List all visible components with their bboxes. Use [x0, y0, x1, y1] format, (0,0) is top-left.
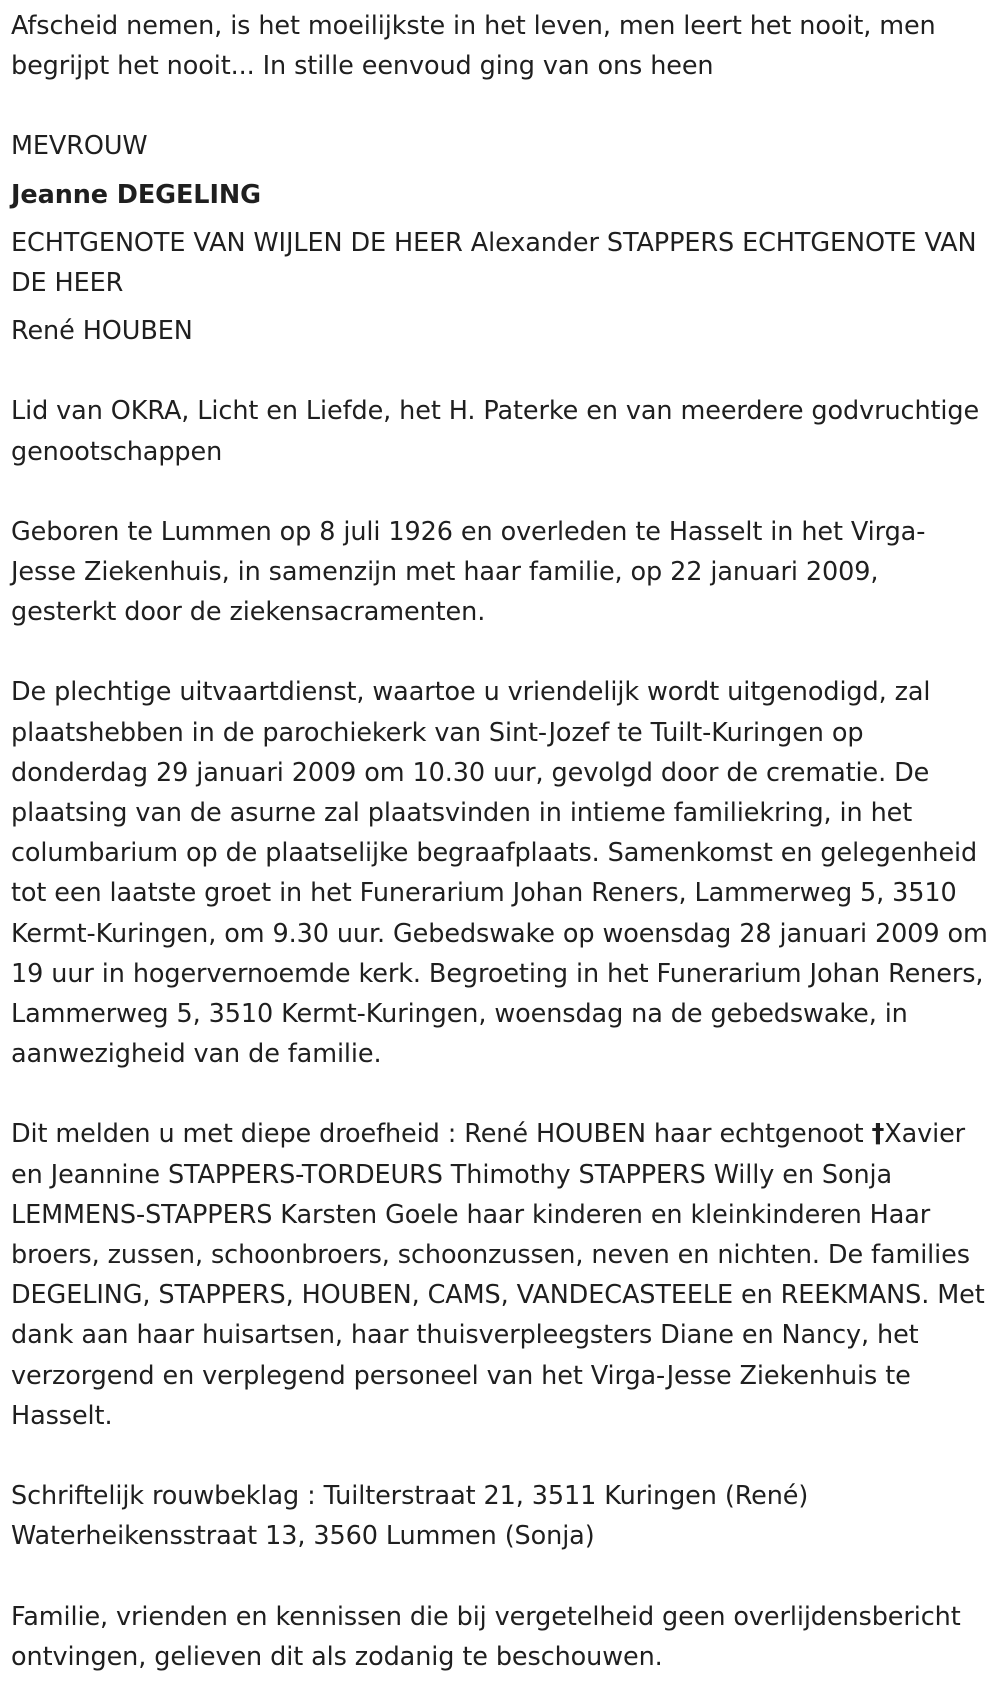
- spacer: [11, 167, 990, 175]
- spacer: [11, 303, 990, 311]
- announcers-text: [11, 1114, 990, 1436]
- spacer: [11, 1557, 990, 1597]
- condolence-address-2: Waterheikensstraat 13, 3560 Lummen (Sonja): [11, 1521, 595, 1552]
- condolence-address-1: Schriftelijk rouwbeklag : Tuilterstraat 21, 3511 Kuringen (René): [11, 1481, 809, 1512]
- spacer: [11, 215, 990, 223]
- spouse-name: René HOUBEN: [11, 316, 193, 347]
- spacer: [11, 472, 990, 512]
- intro-text: Afscheid nemen, is het moeilijkste in het leven, men leert het nooit, men begrijpt het nooit... In stille eenvoud ging van ons heen: [11, 11, 936, 82]
- announcers-rest: Xavier en Jeannine STAPPERS-TORDEURS Thimothy STAPPERS Willy en Sonja LEMMENS-STAPPERS Karsten Goele haar kinderen en kleinkinderen Haar broers, zussen, schoonbroers, schoonzussen, neven en nichten. De families DEGELING, STAPPERS, HOUBEN, CAMS, VANDECASTEELE en REEKMANS. Met dank aan haar huisartsen, haar thuisverpleegsters Diane en Nancy, het verzorgend en verplegend personeel van het Virga-Jesse Ziekenhuis te Hasselt.: [11, 1119, 985, 1431]
- title-prefix: MEVROUW: [11, 131, 148, 162]
- spacer: [11, 86, 990, 126]
- closing-text: Familie, vrienden en kennissen die bij vergetelheid geen overlijdensbericht ontvingen, gelieven dit als zodanig te beschouwen.: [11, 1601, 961, 1672]
- deceased-name: Jeanne DEGELING: [11, 179, 261, 210]
- membership-text: Lid van OKRA, Licht en Liefde, het H. Paterke en van meerdere godvruchtige genootschappen: [11, 396, 980, 467]
- ceremony-text: De plechtige uitvaartdienst, waartoe u vriendelijk wordt uitgenodigd, zal plaatshebben in de parochiekerk van Sint-Jozef te Tuilt-Kuringen op donderdag 29 januari 2009 om 10.30 uur, gevolgd door de crematie. De plaatsing van de asurne zal plaatsvinden in intieme familiekring, in het columbarium op de plaatselijke begraafplaats. Samenkomst en gelegenheid tot een laatste groet in het Funerarium Johan Reners, Lammerweg 5, 3510 Kermt-Kuringen, om 9.30 uur. Gebedswake op woensdag 28 januari 2009 om 19 uur in hogervernoemde kerk. Begroeting in het Funerarium Johan Reners, Lammerweg 5, 3510 Kermt-Kuringen, woensdag na de gebedswake, in aanwezigheid van de familie.: [11, 677, 988, 1070]
- spacer: [11, 1436, 990, 1476]
- spacer: [11, 632, 990, 672]
- spacer: [11, 1074, 990, 1114]
- spacer: [11, 351, 990, 391]
- spouse-line: ECHTGENOTE VAN WIJLEN DE HEER Alexander STAPPERS ECHTGENOTE VAN DE HEER: [11, 227, 977, 299]
- cross-icon: †: [871, 1119, 885, 1150]
- announcers-lead: Dit melden u met diepe droefheid : René HOUBEN haar echtgenoot: [11, 1119, 864, 1150]
- birth-death-text: Geboren te Lummen op 8 juli 1926 en overleden te Hasselt in het Virga-Jesse Ziekenhuis, in samenzijn met haar familie, op 22 januari 2009, gesterkt door de ziekensacramenten.: [11, 516, 926, 628]
